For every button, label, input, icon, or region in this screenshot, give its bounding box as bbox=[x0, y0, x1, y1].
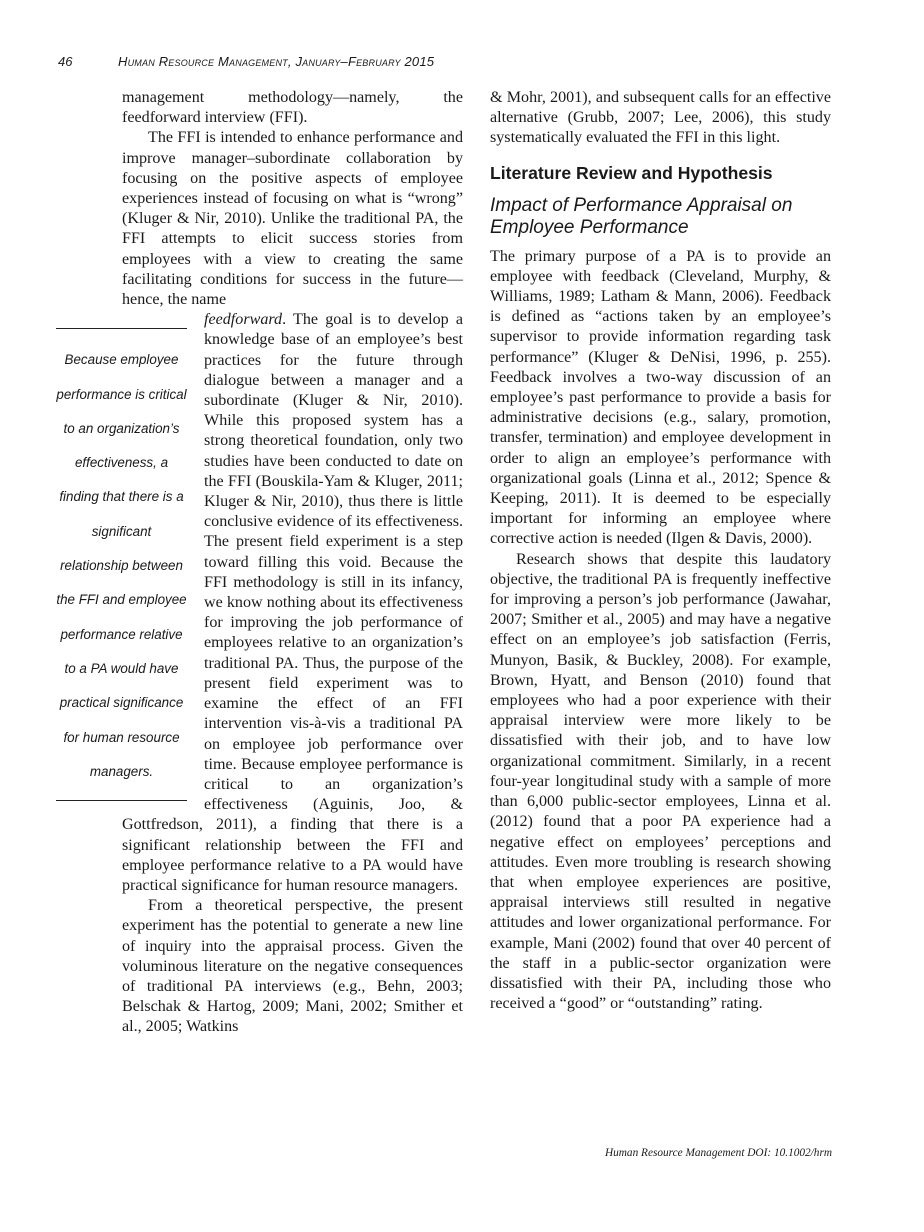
left-column bbox=[56, 88, 463, 1038]
right-paragraph-3: Research shows that despite this laudatory objective, the traditional PA is frequently ineffective for improving a person’s job performance (Jawahar, 2007; Smither et al., 2005) and may have a negative effect on an employee’s job satisfaction (Ferris, Munyon, Basik, & Buckley, 2008). For example, Brown, Hyatt, and Benson (2010) found that employees who had a poor experience with their appraisal interview were more likely to be dissatisfied with their job, and to have low organizational commitment. Similarly, in a recent four-year longitudinal study with a sample of more than 6,000 public-sector employees, Linna et al. (2012) found that a poor PA experience had a negative effect on employees’ perceptions and attitudes. Even more troubling is research showing that when employee experiences are positive, appraisal interviews still resulted in negative attitudes and lower organizational performance. For example, Mani (2002) found that over 40 percent of the staff in a public-sector organization were dissatisfied with their PA, including those who received a “good” or “outstanding” rating. bbox=[490, 550, 831, 1013]
right-paragraph-1: & Mohr, 2001), and subsequent calls for an effective alternative (Grubb, 2007; Lee, 2006), this study systematically evaluated the FFI in this light. bbox=[490, 89, 831, 147]
journal-issue-title: Human Resource Management, January–February 2015 bbox=[118, 54, 435, 69]
running-head bbox=[58, 54, 478, 76]
subsection-heading: Impact of Performance Appraisal on Employee Performance bbox=[490, 194, 793, 238]
page-number: 46 bbox=[58, 54, 73, 69]
left-paragraph-2-start: The FFI is intended to enhance performance and improve manager–subordinate collaboration by focusing on the positive aspects of employee experiences instead of focusing on what is “wrong” (Kluger & Nir, 2010). Unlike the traditional PA, the FFI attempts to elicit success stories from employees with a view to creating the same facilitating conditions for success in the future—hence, the name bbox=[122, 129, 463, 309]
left-paragraph-3: From a theoretical perspective, the present experiment has the potential to generate a new line of inquiry into the appraisal process. Given the voluminous literature on the negative consequences of traditional PA interviews (e.g., Behn, 2003; Belschak & Hartog, 2009; Mani, 2002; Smither et al., 2005; Watkins bbox=[122, 897, 463, 1036]
pull-quote-text: Because employee performance is critical to an organization’s effectiveness, a finding that there is a significant relationship between the FFI and employee performance relative to a PA would have practical significance for human resource managers. bbox=[56, 352, 187, 779]
right-column bbox=[490, 88, 831, 1014]
left-paragraph-1: management methodology—namely, the feedforward interview (FFI). bbox=[122, 89, 463, 127]
feedforward-term: feedforward bbox=[204, 311, 283, 329]
right-paragraph-2: The primary purpose of a PA is to provide an employee with feedback (Cleveland, Murphy, & Williams, 1989; Latham & Mann, 2006). Feedback is defined as “actions taken by an employee’s supervisor to provide information regarding task performance” (Kluger & DeNisi, 1996, p. 255). Feedback involves a two-way discussion of an employee’s past performance to provide a basis for administrative decisions (e.g., salary, promotion, transfer, termination) and employee development in order to align an employee’s performance with organizational goals (Linna et al., 2012; Spence & Keeping, 2011). It is deemed to be especially important for informing an employee where corrective action is needed (Ilgen & Davis, 2000). bbox=[490, 247, 831, 548]
left-paragraph-2 bbox=[122, 128, 463, 310]
pull-quote bbox=[56, 328, 187, 801]
footer-doi: Human Resource Management DOI: 10.1002/hrm bbox=[604, 1147, 832, 1159]
left-paragraph-2-rest: . The goal is to develop a knowledge base of an employee’s best practices for the future through dialogue between a manager and a subordinate (Kluger & Nir, 2010). While this proposed system has a strong theoretical foundation, only two studies have been conducted to date on the FFI (Bouskila-Yam & Kluger, 2011; Kluger & Nir, 2010), thus there is little conclusive evidence of its effectiveness. The present field experiment is a step toward filling this void. Because the FFI methodology is still in its infancy, we know nothing about its effectiveness for improving the job performance of employees relative to an organization’s traditional PA. Thus, the purpose of the present field experiment was to examine the effect of an FFI intervention vis-à-vis a traditional PA on employee job performance over time. Because employee performance is critical to an organization’s effectiveness (Aguinis, Joo, & Gottfredson, 2011), a finding that there is a significant relationship between the FFI and employee performance relative to a PA would have practical significance for human resource managers. bbox=[122, 311, 463, 894]
section-heading: Literature Review and Hypothesis bbox=[490, 162, 773, 183]
